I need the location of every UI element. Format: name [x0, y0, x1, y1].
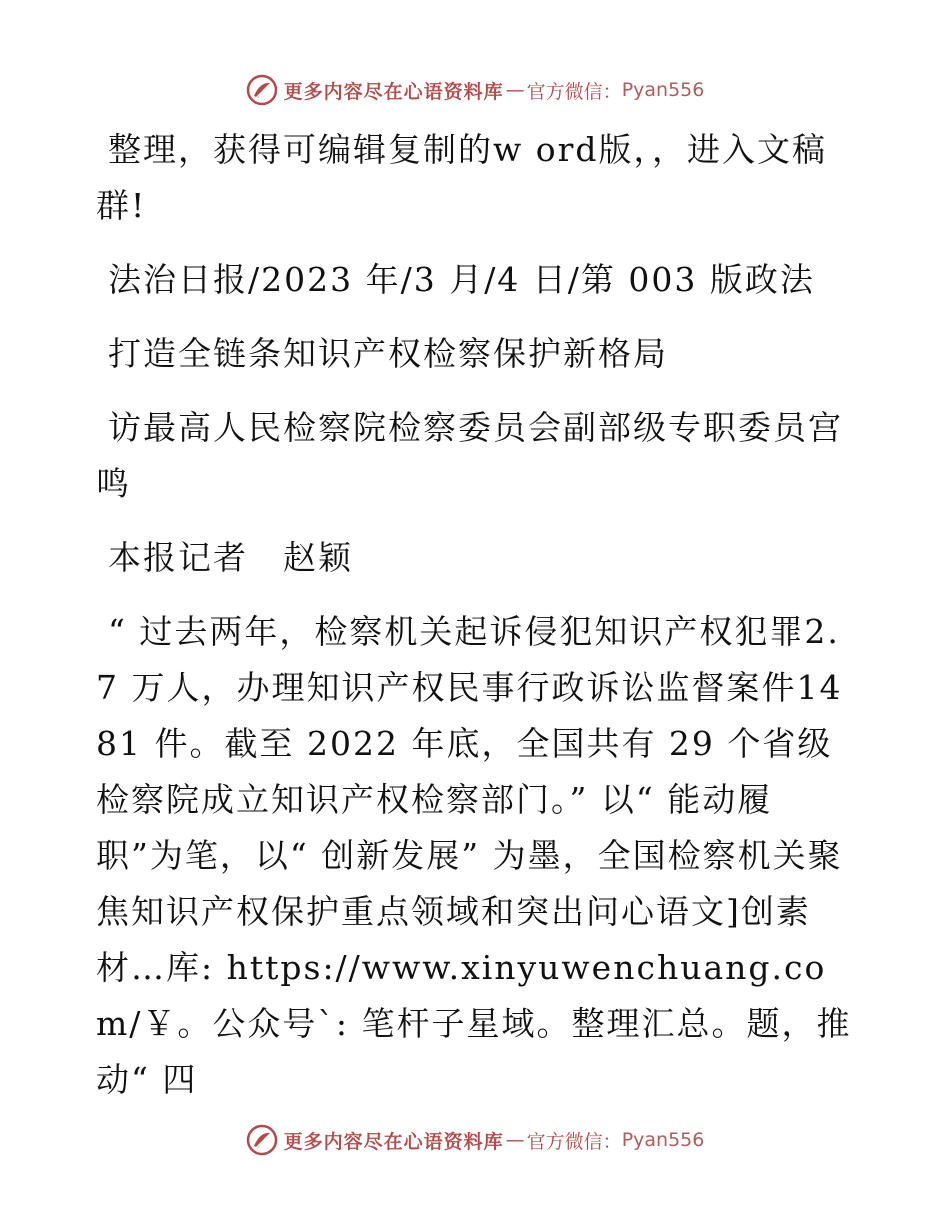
banner-wechat-label: 官方微信：	[526, 80, 622, 103]
banner-brand: 更多内容尽在心语资料库	[283, 80, 504, 103]
document-body	[96, 122, 856, 1126]
dateline: 法治日报/2023 年/3 月/4 日/第 003 版政法	[108, 260, 815, 299]
body-paragraph: “ 过去两年，检察机关起诉侵犯知识产权犯罪2.7 万人，办理知识产权民事行政诉讼监督案件1481 件。截至 2022 年底，全国共有 29 个省级检察院成立知识产权检察部门。” 以“ 能动履职”为笔，以“ 创新发展” 为墨，全国检察机关聚焦知识产权保护重点领域和突出问心语文]创素材…库: https://www.xinyuwenchuang.com/￥。公众号`: 笔杆子星域。整理汇总。题，推动“ 四	[96, 612, 852, 1099]
banner-wechat-id: Pyan556	[621, 79, 705, 101]
banner-wechat-label: 官方微信：	[526, 1130, 622, 1153]
brand-logo-icon	[246, 1124, 278, 1156]
banner-brand: 更多内容尽在心语资料库	[283, 1130, 504, 1153]
intro-paragraph: 整理，获得可编辑复制的w ord版，，进入文稿群!	[96, 130, 828, 225]
headline: 打造全链条知识产权检察保护新格局	[108, 334, 668, 373]
banner-separator: —	[505, 79, 525, 101]
subheadline: 访最高人民检察院检察委员会副部级专职委员宫鸣	[96, 408, 843, 503]
byline: 本报记者 赵颖	[108, 538, 353, 577]
header-banner	[0, 72, 950, 108]
banner-wechat-id: Pyan556	[621, 1129, 705, 1151]
banner-separator: —	[505, 1129, 525, 1151]
brand-logo-icon	[246, 74, 278, 106]
footer-banner	[0, 1122, 950, 1158]
